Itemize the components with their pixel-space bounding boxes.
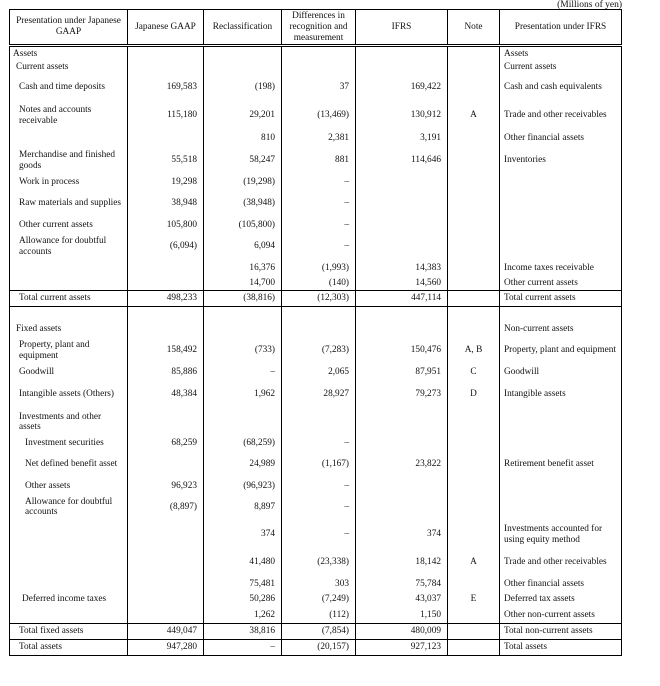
jgaap-item-cell [10,521,128,549]
jgaap-item-cell: Other assets [10,479,128,494]
jgaap-amount-cell: 19,298 [128,175,204,190]
reclassification-cell: – [204,365,282,381]
jgaap-amount-cell: (8,897) [128,494,204,521]
reclassification-cell: (19,298) [204,175,282,190]
jgaap-amount-cell [128,276,204,291]
jgaap-item-cell: Merchandise and finished goods [10,147,128,175]
ifrs-amount-cell: 79,273 [356,381,448,409]
reclassification-cell [204,307,282,322]
table-row [10,608,622,624]
jgaap-amount-cell: 96,923 [128,479,204,494]
jgaap-amount-cell [128,130,204,147]
table-row [10,409,622,436]
difference-cell: (140) [282,276,356,291]
jgaap-item-cell: Notes and accounts receivable [10,102,128,130]
difference-cell: – [282,436,356,451]
ifrs-amount-cell [356,494,448,521]
ifrs-item-cell: Assets [500,46,622,61]
ifrs-item-cell [500,175,622,190]
table-row [10,291,622,307]
difference-cell: (1,993) [282,261,356,276]
table-row [10,46,622,61]
ifrs-amount-cell: 374 [356,521,448,549]
table-row [10,218,622,233]
jgaap-item-cell: Total current assets [10,291,128,307]
note-cell [448,147,500,175]
jgaap-amount-cell [128,592,204,608]
ifrs-item-cell: Total current assets [500,291,622,307]
header-differences: Differences in recognition and measurement [282,10,356,46]
jgaap-item-cell: Current assets [10,61,128,74]
table-row [10,102,622,130]
ifrs-amount-cell: 114,646 [356,147,448,175]
ifrs-item-cell: Other non-current assets [500,608,622,624]
ifrs-item-cell: Total non-current assets [500,624,622,640]
jgaap-item-cell: Net defined benefit asset [10,451,128,479]
ifrs-item-cell: Total assets [500,640,622,656]
reclassification-cell: (68,259) [204,436,282,451]
note-cell [448,190,500,218]
note-cell [448,307,500,322]
ifrs-item-cell: Other financial assets [500,577,622,592]
ifrs-item-cell [500,307,622,322]
jgaap-item-cell [10,608,128,624]
ifrs-amount-cell [356,233,448,261]
reclassification-cell: 16,376 [204,261,282,276]
table-row [10,61,622,74]
jgaap-item-cell: Investment securities [10,436,128,451]
difference-cell [282,46,356,61]
table-row [10,130,622,147]
note-cell [448,451,500,479]
ifrs-item-cell [500,233,622,261]
reclassification-cell: (38,816) [204,291,282,307]
note-cell [448,276,500,291]
reclassification-cell: 1,262 [204,608,282,624]
table-row [10,640,622,656]
ifrs-item-cell: Inventories [500,147,622,175]
ifrs-amount-cell [356,61,448,74]
note-cell [448,640,500,656]
header-japanese-gaap: Japanese GAAP [128,10,204,46]
difference-cell: – [282,521,356,549]
table-row [10,624,622,640]
note-cell [448,291,500,307]
jgaap-item-cell: Cash and time deposits [10,74,128,102]
ifrs-amount-cell [356,175,448,190]
jgaap-item-cell: Raw materials and supplies [10,190,128,218]
reclassification-cell: 6,094 [204,233,282,261]
jgaap-amount-cell [128,61,204,74]
jgaap-amount-cell [128,451,204,479]
jgaap-amount-cell: 158,492 [128,337,204,365]
difference-cell: – [282,233,356,261]
jgaap-item-cell: Property, plant and equipment [10,337,128,365]
jgaap-amount-cell: 48,384 [128,381,204,409]
difference-cell: (23,338) [282,549,356,577]
ifrs-amount-cell: 3,191 [356,130,448,147]
jgaap-amount-cell: 169,583 [128,74,204,102]
jgaap-amount-cell [128,307,204,322]
jgaap-item-cell: Allowance for doubtful accounts [10,233,128,261]
jgaap-amount-cell [128,608,204,624]
reclassification-cell: (105,800) [204,218,282,233]
ifrs-item-cell: Income taxes receivable [500,261,622,276]
note-cell [448,233,500,261]
jgaap-item-cell: Intangible assets (Others) [10,381,128,409]
ifrs-amount-cell [356,479,448,494]
ifrs-item-cell: Retirement benefit asset [500,451,622,479]
jgaap-item-cell: Investments and other assets [10,409,128,436]
ifrs-amount-cell [356,190,448,218]
table-row [10,307,622,322]
jgaap-amount-cell [128,46,204,61]
ifrs-item-cell: Other current assets [500,276,622,291]
difference-cell: (13,469) [282,102,356,130]
reclassification-cell: 24,989 [204,451,282,479]
jgaap-item-cell: Deferred income taxes [10,592,128,608]
ifrs-amount-cell [356,46,448,61]
header-reclassification: Reclassification [204,10,282,46]
reclassification-cell: 41,480 [204,549,282,577]
difference-cell: – [282,218,356,233]
note-cell: A, B [448,337,500,365]
jgaap-amount-cell [128,261,204,276]
ifrs-amount-cell: 87,951 [356,365,448,381]
note-cell [448,479,500,494]
table-row [10,261,622,276]
ifrs-item-cell: Goodwill [500,365,622,381]
note-cell [448,74,500,102]
ifrs-item-cell: Non-current assets [500,322,622,337]
table-row [10,494,622,521]
ifrs-item-cell: Deferred tax assets [500,592,622,608]
reclassification-cell: 75,481 [204,577,282,592]
jgaap-amount-cell [128,322,204,337]
jgaap-amount-cell: 449,047 [128,624,204,640]
ifrs-item-cell [500,190,622,218]
ifrs-item-cell: Property, plant and equipment [500,337,622,365]
ifrs-amount-cell: 75,784 [356,577,448,592]
table-row [10,190,622,218]
ifrs-amount-cell: 1,150 [356,608,448,624]
reclassification-cell: (733) [204,337,282,365]
jgaap-amount-cell [128,549,204,577]
note-cell [448,436,500,451]
header-note: Note [448,10,500,46]
jgaap-amount-cell: 947,280 [128,640,204,656]
difference-cell: 28,927 [282,381,356,409]
jgaap-item-cell [10,577,128,592]
note-cell [448,261,500,276]
ifrs-amount-cell: 14,560 [356,276,448,291]
reconciliation-table [9,9,622,656]
difference-cell [282,322,356,337]
jgaap-item-cell: Fixed assets [10,322,128,337]
table-body [10,46,622,656]
note-cell [448,577,500,592]
reclassification-cell: 50,286 [204,592,282,608]
difference-cell: – [282,175,356,190]
table-row [10,451,622,479]
jgaap-amount-cell [128,521,204,549]
difference-cell: (20,157) [282,640,356,656]
jgaap-amount-cell: 85,886 [128,365,204,381]
jgaap-item-cell: Total fixed assets [10,624,128,640]
reclassification-cell [204,46,282,61]
difference-cell: – [282,494,356,521]
table-row [10,276,622,291]
ifrs-amount-cell [356,307,448,322]
ifrs-item-cell: Investments accounted for using equity method [500,521,622,549]
header-ifrs-presentation: Presentation under IFRS [500,10,622,46]
difference-cell: (7,283) [282,337,356,365]
ifrs-item-cell: Trade and other receivables [500,549,622,577]
note-cell: E [448,592,500,608]
reclassification-cell: 38,816 [204,624,282,640]
difference-cell [282,61,356,74]
jgaap-item-cell: Assets [10,46,128,61]
table-row [10,479,622,494]
header-japanese-gaap-presentation: Presentation under Japanese GAAP [10,10,128,46]
jgaap-item-cell: Other current assets [10,218,128,233]
note-cell: A [448,102,500,130]
table-row [10,549,622,577]
ifrs-item-cell [500,479,622,494]
ifrs-item-cell: Cash and cash equivalents [500,74,622,102]
jgaap-amount-cell: 68,259 [128,436,204,451]
unit-label: (Millions of yen) [557,0,622,10]
ifrs-amount-cell [356,218,448,233]
ifrs-item-cell: Current assets [500,61,622,74]
jgaap-amount-cell: 105,800 [128,218,204,233]
note-cell [448,61,500,74]
difference-cell: 303 [282,577,356,592]
note-cell: C [448,365,500,381]
difference-cell: 37 [282,74,356,102]
table-row [10,322,622,337]
jgaap-amount-cell: 55,518 [128,147,204,175]
difference-cell: – [282,479,356,494]
ifrs-amount-cell [356,436,448,451]
reclassification-cell: 810 [204,130,282,147]
difference-cell: (7,854) [282,624,356,640]
difference-cell [282,307,356,322]
difference-cell: (12,303) [282,291,356,307]
ifrs-item-cell [500,218,622,233]
ifrs-item-cell [500,494,622,521]
table-row [10,381,622,409]
jgaap-item-cell [10,130,128,147]
note-cell [448,130,500,147]
table-row [10,233,622,261]
jgaap-item-cell: Goodwill [10,365,128,381]
note-cell [448,322,500,337]
note-cell [448,409,500,436]
note-cell: D [448,381,500,409]
ifrs-amount-cell: 447,114 [356,291,448,307]
reclassification-cell [204,409,282,436]
difference-cell: 2,381 [282,130,356,147]
difference-cell: 881 [282,147,356,175]
difference-cell: (1,167) [282,451,356,479]
reclassification-cell: 1,962 [204,381,282,409]
table-row [10,365,622,381]
reclassification-cell: 8,897 [204,494,282,521]
note-cell [448,175,500,190]
ifrs-item-cell [500,409,622,436]
reclassification-cell: 58,247 [204,147,282,175]
reclassification-cell: (96,923) [204,479,282,494]
ifrs-item-cell: Trade and other receivables [500,102,622,130]
table-row [10,592,622,608]
ifrs-amount-cell: 18,142 [356,549,448,577]
jgaap-amount-cell [128,577,204,592]
jgaap-item-cell: Work in process [10,175,128,190]
ifrs-item-cell [500,436,622,451]
jgaap-amount-cell: 115,180 [128,102,204,130]
table-row [10,521,622,549]
note-cell [448,521,500,549]
jgaap-item-cell [10,549,128,577]
jgaap-amount-cell: 38,948 [128,190,204,218]
ifrs-amount-cell: 927,123 [356,640,448,656]
table-row [10,74,622,102]
reclassification-cell: 374 [204,521,282,549]
difference-cell: – [282,190,356,218]
note-cell [448,624,500,640]
jgaap-item-cell: Allowance for doubtful accounts [10,494,128,521]
ifrs-item-cell: Other financial assets [500,130,622,147]
ifrs-amount-cell [356,409,448,436]
table-row [10,436,622,451]
note-cell [448,218,500,233]
ifrs-amount-cell [356,322,448,337]
header-row [10,10,622,46]
note-cell [448,494,500,521]
table-row [10,577,622,592]
reclassification-cell: (38,948) [204,190,282,218]
ifrs-amount-cell: 480,009 [356,624,448,640]
table-row [10,147,622,175]
ifrs-item-cell: Intangible assets [500,381,622,409]
ifrs-amount-cell: 130,912 [356,102,448,130]
ifrs-amount-cell: 14,383 [356,261,448,276]
table-row [10,337,622,365]
header-ifrs: IFRS [356,10,448,46]
jgaap-amount-cell: 498,233 [128,291,204,307]
reclassification-cell: (198) [204,74,282,102]
reclassification-cell [204,61,282,74]
table-row [10,175,622,190]
note-cell [448,608,500,624]
jgaap-amount-cell [128,409,204,436]
note-cell [448,46,500,61]
reclassification-cell [204,322,282,337]
jgaap-item-cell [10,261,128,276]
reclassification-cell: 29,201 [204,102,282,130]
reclassification-cell: – [204,640,282,656]
jgaap-item-cell [10,276,128,291]
jgaap-item-cell: Total assets [10,640,128,656]
difference-cell [282,409,356,436]
difference-cell: 2,065 [282,365,356,381]
reclassification-cell: 14,700 [204,276,282,291]
jgaap-amount-cell: (6,094) [128,233,204,261]
ifrs-amount-cell: 23,822 [356,451,448,479]
ifrs-amount-cell: 150,476 [356,337,448,365]
difference-cell: (112) [282,608,356,624]
note-cell: A [448,549,500,577]
jgaap-item-cell [10,307,128,322]
ifrs-amount-cell: 169,422 [356,74,448,102]
difference-cell: (7,249) [282,592,356,608]
ifrs-amount-cell: 43,037 [356,592,448,608]
